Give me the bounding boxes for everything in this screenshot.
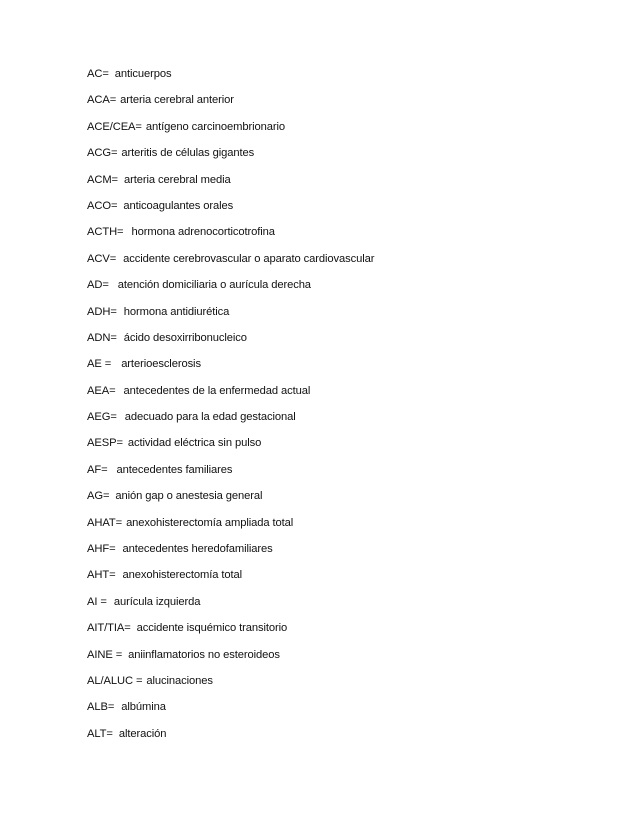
abbreviation-entry (87, 515, 374, 541)
abbreviation-term: AINE = (87, 648, 123, 661)
abbreviation-term: AHF= (87, 543, 116, 556)
abbreviation-definition: antecedentes heredofamiliares (122, 543, 273, 556)
abbreviation-entry (87, 409, 374, 435)
abbreviation-entry (87, 224, 374, 250)
abbreviation-definition: antecedentes de la enfermedad actual (123, 384, 311, 397)
abbreviation-term: AI = (87, 595, 107, 608)
abbreviation-term: ALT= (87, 727, 113, 740)
abbreviation-definition: anión gap o anestesia general (115, 490, 263, 503)
abbreviation-entry (87, 251, 374, 277)
abbreviation-term: AEG= (87, 411, 117, 424)
abbreviation-entry (87, 594, 374, 620)
abbreviation-term: AIT/TIA= (87, 622, 131, 635)
abbreviation-definition: alteración (118, 727, 167, 740)
abbreviation-definition: arteria cerebral anterior (120, 94, 234, 107)
abbreviation-definition: albúmina (121, 701, 166, 714)
abbreviation-definition: accidente isquémico transitorio (136, 622, 288, 635)
abbreviation-entry (87, 620, 374, 646)
abbreviation-entry (87, 145, 374, 171)
abbreviation-entry (87, 119, 374, 145)
abbreviation-entry (87, 726, 374, 752)
abbreviation-term: ADH= (87, 305, 117, 318)
abbreviation-entry (87, 66, 374, 92)
abbreviation-entry (87, 462, 374, 488)
abbreviation-definition: adecuado para la edad gestacional (124, 411, 296, 424)
abbreviation-entry (87, 304, 374, 330)
abbreviation-definition: accidente cerebrovascular o aparato cardiovascular (123, 252, 375, 265)
abbreviation-entry (87, 383, 374, 409)
abbreviation-definition: arteria cerebral media (124, 173, 231, 186)
abbreviation-entry (87, 92, 374, 118)
abbreviation-term: AF= (87, 463, 108, 476)
abbreviation-definition: ácido desoxirribonucleico (123, 331, 247, 344)
abbreviation-entry (87, 541, 374, 567)
abbreviation-term: AHT= (87, 569, 116, 582)
abbreviation-list (87, 66, 374, 752)
abbreviation-term: ACA= (87, 94, 117, 107)
abbreviation-term: ACV= (87, 252, 117, 265)
abbreviation-entry (87, 699, 374, 725)
abbreviation-term: AEA= (87, 384, 116, 397)
abbreviation-definition: hormona antidiurética (123, 305, 230, 318)
abbreviation-term: ADN= (87, 331, 117, 344)
abbreviation-term: AE = (87, 358, 112, 371)
abbreviation-definition: anticuerpos (114, 68, 172, 80)
abbreviation-term: ACTH= (87, 226, 124, 239)
abbreviation-entry (87, 435, 374, 461)
abbreviation-definition: anticoagulantes orales (123, 199, 234, 212)
abbreviation-definition: arteritis de células gigantes (121, 147, 255, 160)
abbreviation-definition: actividad eléctrica sin pulso (127, 437, 262, 450)
abbreviation-definition: aniinflamatorios no esteroideos (128, 648, 280, 661)
abbreviation-definition: anexohisterectomía total (122, 569, 243, 582)
abbreviation-entry (87, 277, 374, 303)
abbreviation-term: AD= (87, 279, 109, 292)
abbreviation-entry (87, 673, 374, 699)
abbreviation-entry (87, 647, 374, 673)
abbreviation-definition: antecedentes familiares (116, 463, 233, 476)
abbreviation-definition: aurícula izquierda (113, 595, 201, 608)
abbreviation-entry (87, 488, 374, 514)
abbreviation-definition: hormona adrenocorticotrofina (131, 226, 275, 239)
abbreviation-term: ALB= (87, 701, 115, 714)
abbreviation-term: AESP= (87, 437, 123, 450)
abbreviation-entry (87, 198, 374, 224)
abbreviation-definition: alucinaciones (146, 674, 213, 687)
abbreviation-entry (87, 330, 374, 356)
abbreviation-term: ACO= (87, 199, 118, 212)
abbreviation-term: AG= (87, 490, 110, 503)
abbreviation-entry (87, 356, 374, 382)
abbreviation-definition: atención domiciliaria o aurícula derecha (117, 279, 311, 292)
abbreviation-term: ACM= (87, 173, 118, 186)
abbreviation-term: ACE/CEA= (87, 120, 142, 133)
abbreviation-entry (87, 172, 374, 198)
abbreviation-term: AHAT= (87, 516, 123, 529)
abbreviation-definition: arterioesclerosis (121, 358, 201, 371)
abbreviation-term: AC= (87, 68, 109, 80)
abbreviation-definition: anexohisterectomía ampliada total (126, 516, 294, 529)
abbreviation-definition: antígeno carcinoembrionario (145, 120, 285, 133)
abbreviation-term: ACG= (87, 147, 118, 160)
abbreviation-term: AL/ALUC = (87, 674, 143, 687)
abbreviation-entry (87, 567, 374, 593)
